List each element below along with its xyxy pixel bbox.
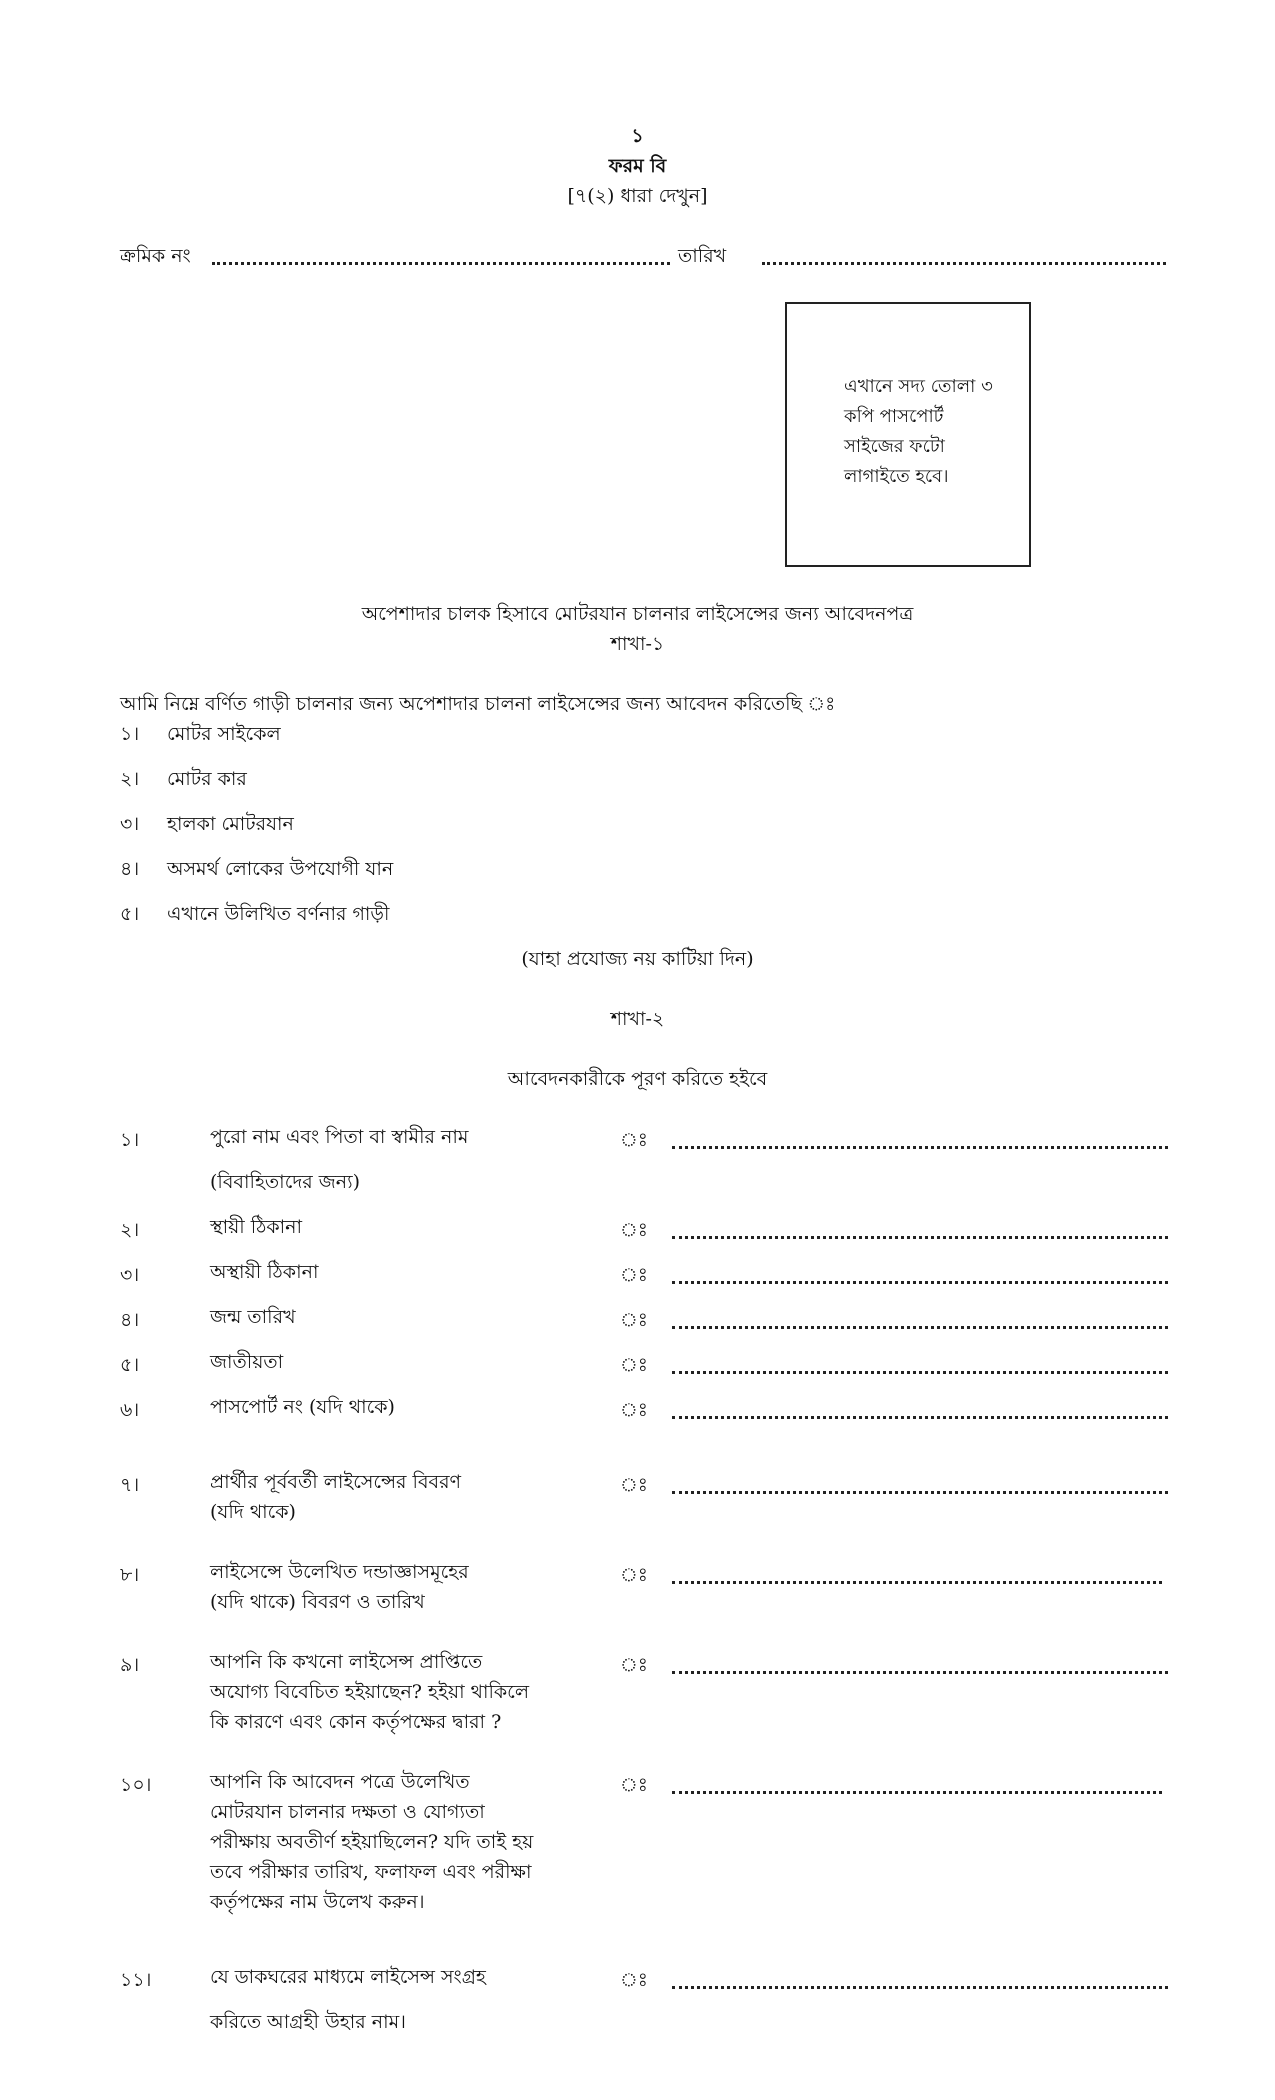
- field-label-line: জন্ম তারিখ: [210, 1306, 296, 1328]
- field-label-line: তবে পরীক্ষার তারিখ, ফলাফল এবং পরীক্ষা: [210, 1861, 532, 1883]
- field-label: [210, 1302, 296, 1332]
- field-colon: ঃ: [620, 1654, 648, 1676]
- field-label: [210, 1347, 283, 1377]
- field-label-line: (বিবাহিতাদের জন্য): [210, 1171, 361, 1193]
- option-number: ৪।: [120, 858, 140, 880]
- date-field[interactable]: [762, 262, 1166, 265]
- application-title: অপেশাদার চালক হিসাবে মোটরযান চালনার লাইসেন্সের জন্য আবেদনপত্র: [361, 603, 914, 625]
- temporary-address-field[interactable]: [672, 1281, 1168, 1284]
- field-label-line: জাতীয়তা: [210, 1351, 284, 1373]
- field-label-line: প্রার্থীর পূর্ববর্তী লাইসেন্সের বিবরণ: [210, 1471, 462, 1493]
- driving-test-field[interactable]: [672, 1791, 1162, 1794]
- nationality-field[interactable]: [672, 1371, 1168, 1374]
- strike-note: (যাহা প্রযোজ্য নয় কাটিয়া দিন): [521, 948, 754, 970]
- field-colon: ঃ: [620, 1474, 648, 1496]
- photo-instruction-line: সাইজের ফটো: [844, 436, 945, 457]
- photo-instruction-line: কপি পাসপোর্ট: [844, 406, 944, 427]
- field-label-line: অস্থায়ী ঠিকানা: [210, 1261, 319, 1283]
- section-1-title: শাখা-১: [610, 633, 665, 655]
- option-number: ৫।: [120, 903, 140, 925]
- option-number: ১।: [120, 723, 140, 745]
- date-of-birth-field[interactable]: [672, 1326, 1168, 1329]
- field-colon: ঃ: [620, 1354, 648, 1376]
- field-number: ১১।: [120, 1969, 152, 1991]
- field-label-line: কর্তৃপক্ষের নাম উলেখ করুন।: [210, 1891, 425, 1913]
- option-label: অসমর্থ লোকের উপযোগী যান: [167, 858, 394, 880]
- field-label: [210, 1392, 395, 1422]
- field-label: [210, 1467, 461, 1527]
- field-colon: ঃ: [620, 1219, 648, 1241]
- penalties-field[interactable]: [672, 1581, 1162, 1584]
- field-number: ৫।: [120, 1354, 140, 1376]
- section-2-title: শাখা-২: [610, 1008, 665, 1030]
- page-number: ১: [631, 125, 644, 147]
- option-label: এখানে উলিখিত বর্ণনার গাড়ী: [167, 903, 390, 925]
- field-label: [210, 1962, 486, 2037]
- field-label-line: করিতে আগ্রহী উহার নাম।: [210, 2011, 406, 2033]
- field-colon: ঃ: [620, 1969, 648, 1991]
- field-label-line: পাসপোর্ট নং (যদি থাকে): [210, 1396, 395, 1418]
- photo-placeholder-box: [785, 302, 1031, 567]
- field-label-line: আপনি কি আবেদন পত্রে উলেখিত: [210, 1771, 470, 1793]
- field-label-line: আপনি কি কখনো লাইসেন্স প্রাপ্তিতে: [210, 1651, 483, 1673]
- field-colon: ঃ: [620, 1264, 648, 1286]
- option-number: ৩।: [120, 813, 140, 835]
- field-colon: ঃ: [620, 1564, 648, 1586]
- option-label: মোটর কার: [167, 768, 247, 790]
- serial-number-label: ক্রমিক নং: [120, 245, 191, 267]
- field-label: [210, 1257, 318, 1287]
- field-label-line: পরীক্ষায় অবতীর্ণ হইয়াছিলেন? যদি তাই হয়: [210, 1831, 534, 1853]
- field-label-line: অযোগ্য বিবেচিত হইয়াছেন? হইয়া থাকিলে: [210, 1681, 529, 1703]
- field-colon: ঃ: [620, 1774, 648, 1796]
- field-number: ৩।: [120, 1264, 140, 1286]
- field-label-line: পুরো নাম এবং পিতা বা স্বামীর নাম: [210, 1126, 469, 1148]
- section-reference: [৭(২) ধারা দেখুন]: [567, 185, 708, 207]
- field-number: ৮।: [120, 1564, 140, 1586]
- field-number: ৪।: [120, 1309, 140, 1331]
- form-title: ফরম বি: [608, 155, 667, 177]
- section-1-intro: আমি নিম্নে বর্ণিত গাড়ী চালনার জন্য অপেশাদার চালনা লাইসেন্সের জন্য আবেদন করিতেছি ঃ: [120, 693, 836, 715]
- field-label-line: (যদি থাকে): [210, 1501, 296, 1523]
- field-colon: ঃ: [620, 1399, 648, 1421]
- field-colon: ঃ: [620, 1309, 648, 1331]
- permanent-address-field[interactable]: [672, 1236, 1168, 1239]
- photo-instruction-line: এখানে সদ্য তোলা ৩: [844, 376, 993, 397]
- field-label: [210, 1767, 533, 1917]
- section-2-subtitle: আবেদনকারীকে পূরণ করিতে হইবে: [507, 1068, 768, 1090]
- date-label: তারিখ: [678, 245, 727, 267]
- field-number: ৯।: [120, 1654, 140, 1676]
- passport-number-field[interactable]: [672, 1416, 1168, 1419]
- field-label-line: যে ডাকঘরের মাধ্যমে লাইসেন্স সংগ্রহ: [210, 1966, 486, 1988]
- field-number: ৭।: [120, 1474, 140, 1496]
- field-label: [210, 1122, 468, 1197]
- photo-instruction-line: লাগাইতে হবে।: [844, 466, 949, 487]
- disqualification-field[interactable]: [672, 1671, 1168, 1674]
- field-label: [210, 1212, 302, 1242]
- photo-instructions: [844, 372, 993, 492]
- field-number: ৬।: [120, 1399, 140, 1421]
- field-label-line: কি কারণে এবং কোন কর্তৃপক্ষের দ্বারা ?: [210, 1711, 502, 1733]
- field-colon: ঃ: [620, 1129, 648, 1151]
- field-number: ১।: [120, 1129, 140, 1151]
- previous-license-field[interactable]: [672, 1491, 1168, 1494]
- option-label: হালকা মোটরযান: [167, 813, 294, 835]
- field-number: ২।: [120, 1219, 140, 1241]
- field-label-line: স্থায়ী ঠিকানা: [210, 1216, 302, 1238]
- field-label: [210, 1647, 529, 1737]
- field-label: [210, 1557, 469, 1617]
- serial-number-field[interactable]: [212, 262, 670, 265]
- field-label-line: (যদি থাকে) বিবরণ ও তারিখ: [210, 1591, 425, 1613]
- post-office-field[interactable]: [672, 1986, 1168, 1989]
- option-label: মোটর সাইকেল: [167, 723, 281, 745]
- field-label-line: লাইসেন্সে উলেখিত দন্ডাজ্ঞাসমূহের: [210, 1561, 469, 1583]
- field-label-line: মোটরযান চালনার দক্ষতা ও যোগ্যতা: [210, 1801, 485, 1823]
- field-number: ১০।: [120, 1774, 152, 1796]
- option-number: ২।: [120, 768, 140, 790]
- full-name-field[interactable]: [672, 1146, 1168, 1149]
